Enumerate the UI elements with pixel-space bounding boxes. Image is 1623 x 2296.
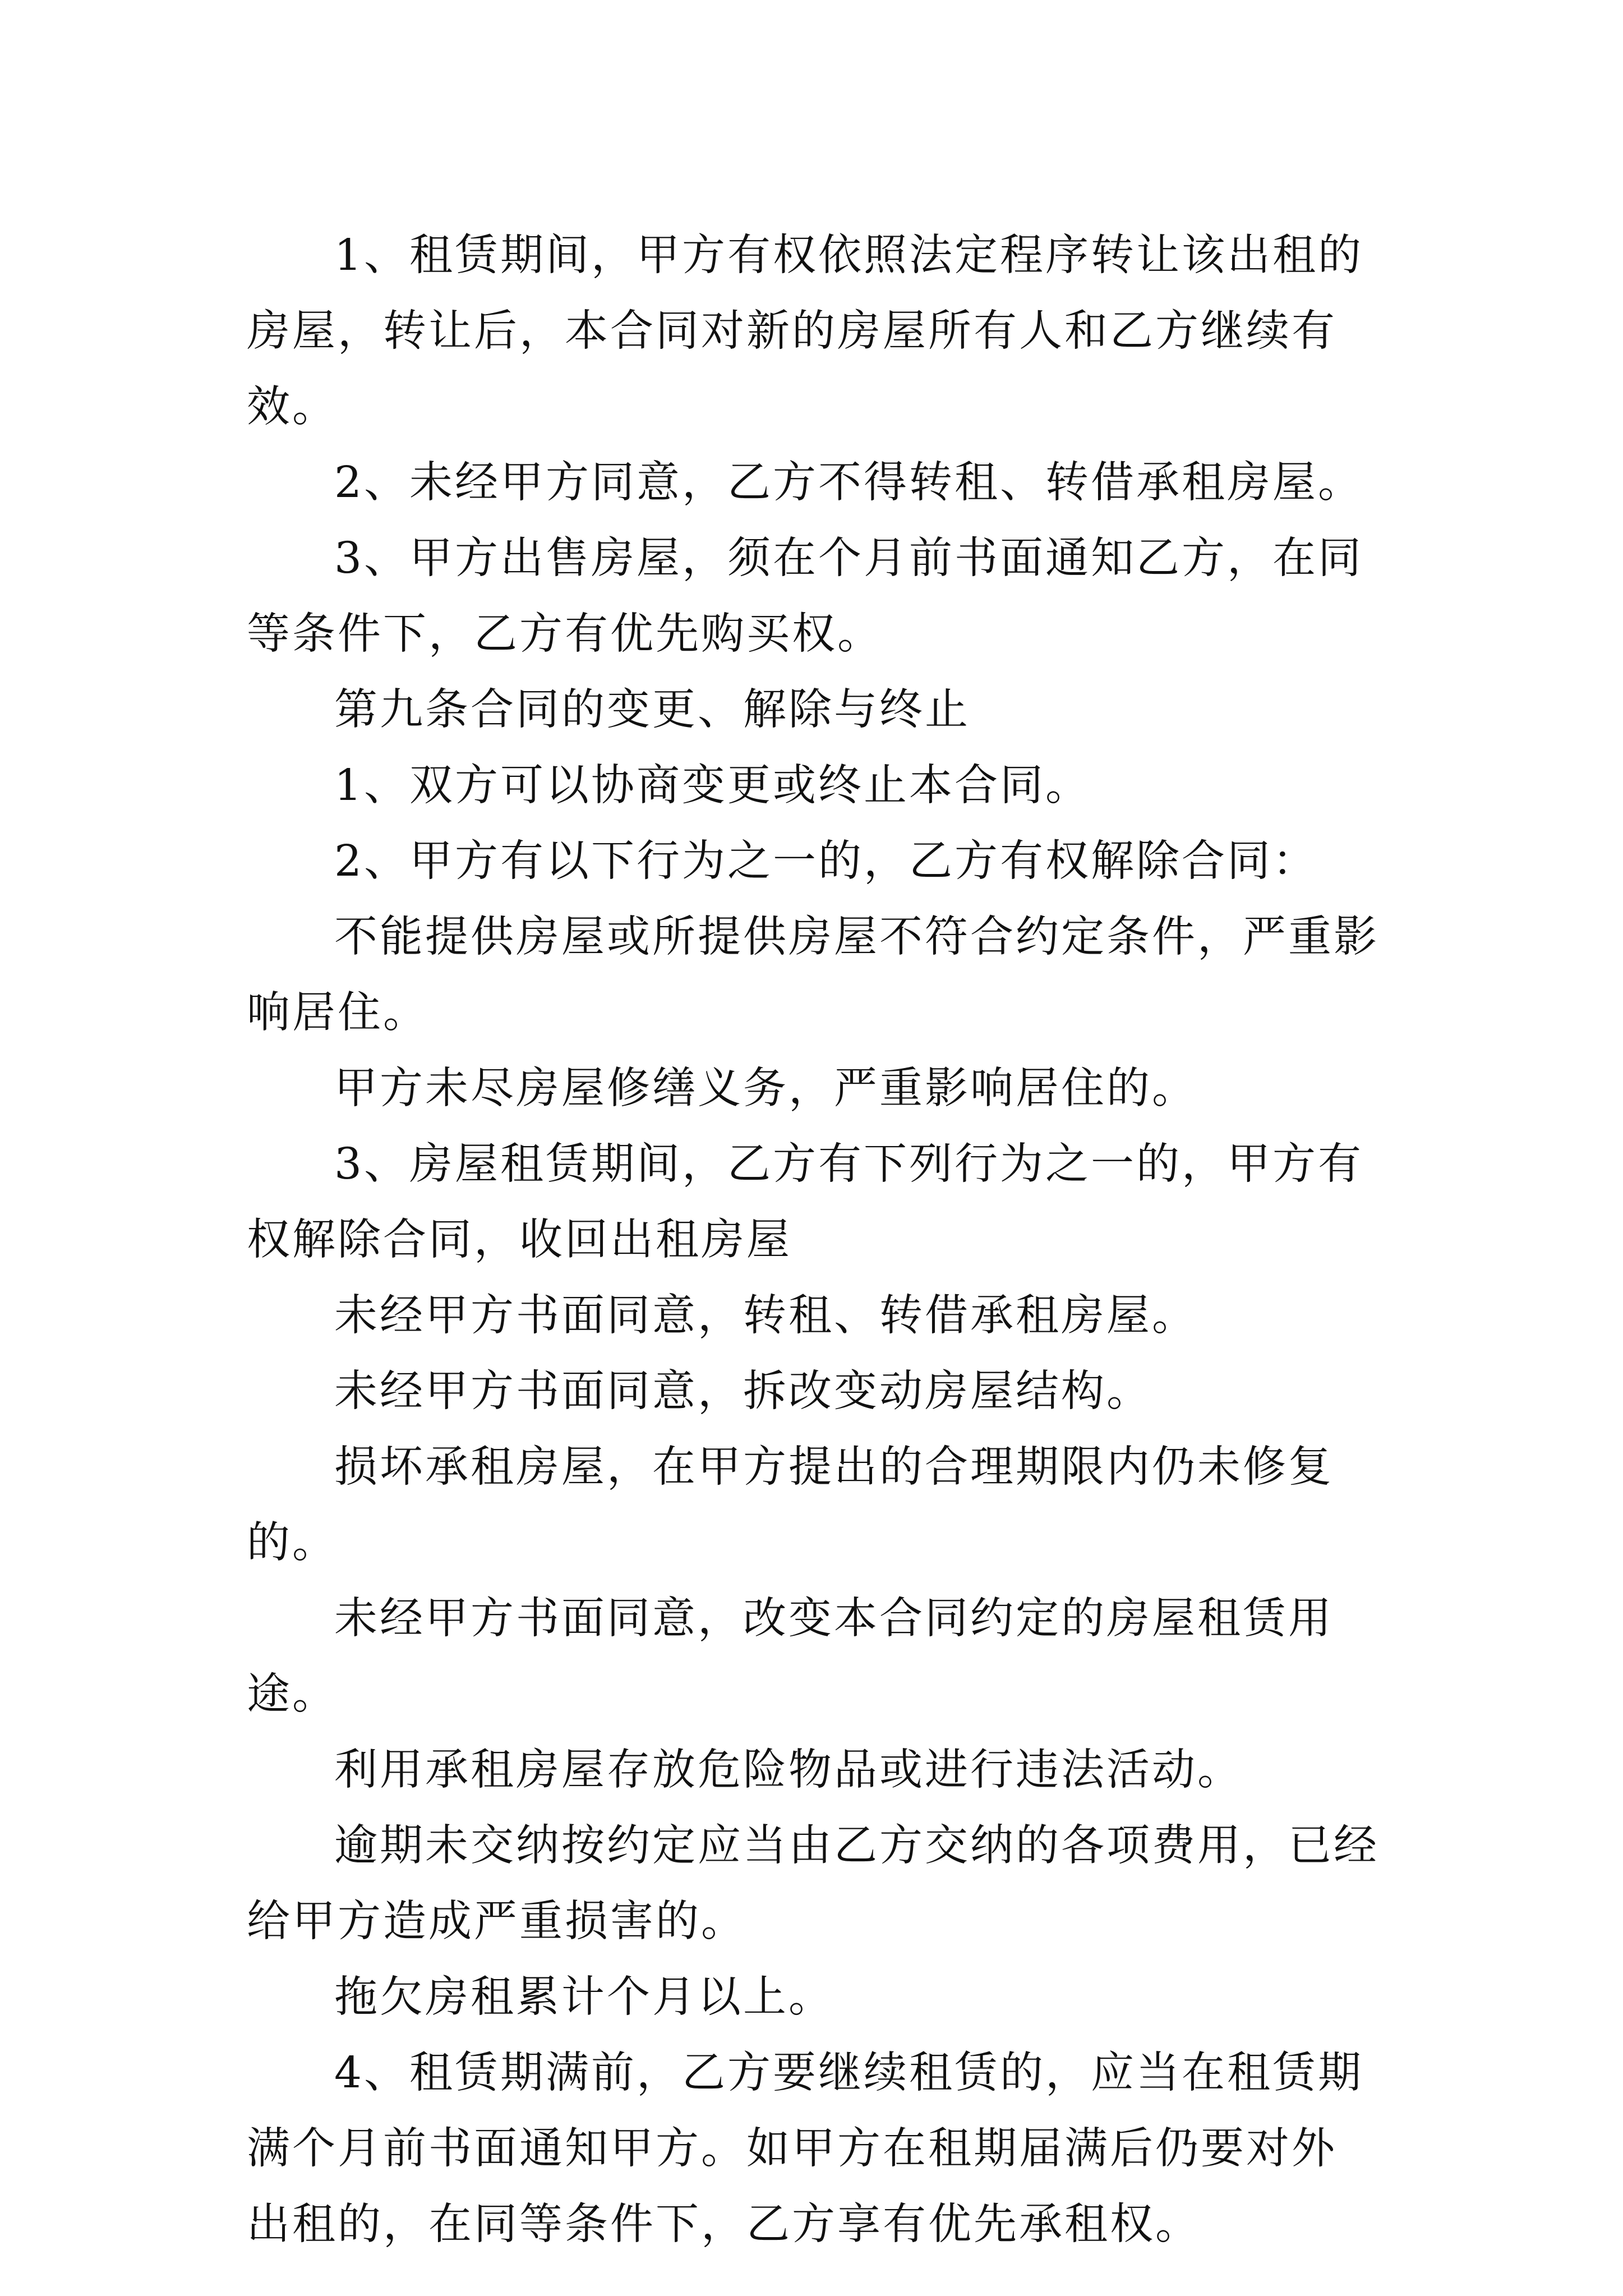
paragraph-condition-structural-change: 未经甲方书面同意，拆改变动房屋结构。 bbox=[334, 1366, 1152, 1416]
document-body bbox=[247, 218, 1380, 2262]
paragraph-condition-no-repair: 甲方未尽房屋修缮义务，严重影响居住的。 bbox=[334, 1064, 1197, 1114]
paragraph-transfer-right: 1、租赁期间，甲方有权依照法定程序转让该出租的房屋，转让后，本合同对新的房屋所有人和乙方继续有效。 bbox=[247, 231, 1363, 432]
paragraph-condition-unpaid-fees: 逾期未交纳按约定应当由乙方交纳的各项费用，已经给甲方造成严重损害的。 bbox=[247, 1821, 1379, 1947]
paragraph-sale-notice: 3、甲方出售房屋，须在个月前书面通知乙方，在同等条件下，乙方有优先购买权。 bbox=[247, 533, 1363, 659]
paragraph-renewal-priority: 4、租赁期满前，乙方要继续租赁的，应当在租赁期满个月前书面通知甲方。如甲方在租期届满后仍要对外出租的，在同等条件下，乙方享有优先承租权。 bbox=[247, 2048, 1363, 2249]
paragraph-condition-unauthorized-sublease: 未经甲方书面同意，转租、转借承租房屋。 bbox=[334, 1291, 1197, 1341]
paragraph-condition-unfit-housing: 不能提供房屋或所提供房屋不符合约定条件，严重影响居住。 bbox=[247, 912, 1379, 1038]
paragraph-condition-purpose-change: 未经甲方书面同意，改变本合同约定的房屋租赁用途。 bbox=[247, 1594, 1334, 1719]
section-heading-article-9: 第九条合同的变更、解除与终止 bbox=[334, 685, 970, 735]
paragraph-condition-damage: 损坏承租房屋，在甲方提出的合理期限内仍未修复的。 bbox=[247, 1442, 1334, 1568]
paragraph-condition-rent-arrears: 拖欠房租累计个月以上。 bbox=[334, 1972, 834, 2022]
paragraph-condition-illegal-use: 利用承租房屋存放危险物品或进行违法活动。 bbox=[334, 1745, 1243, 1795]
paragraph-landlord-termination-right: 3、房屋租赁期间，乙方有下列行为之一的，甲方有权解除合同，收回出租房屋 bbox=[247, 1139, 1363, 1265]
paragraph-no-sublease: 2、未经甲方同意，乙方不得转租、转借承租房屋。 bbox=[334, 458, 1363, 508]
paragraph-tenant-termination-right: 2、甲方有以下行为之一的，乙方有权解除合同： bbox=[334, 836, 1318, 886]
paragraph-mutual-change: 1、双方可以协商变更或终止本合同。 bbox=[334, 761, 1091, 811]
